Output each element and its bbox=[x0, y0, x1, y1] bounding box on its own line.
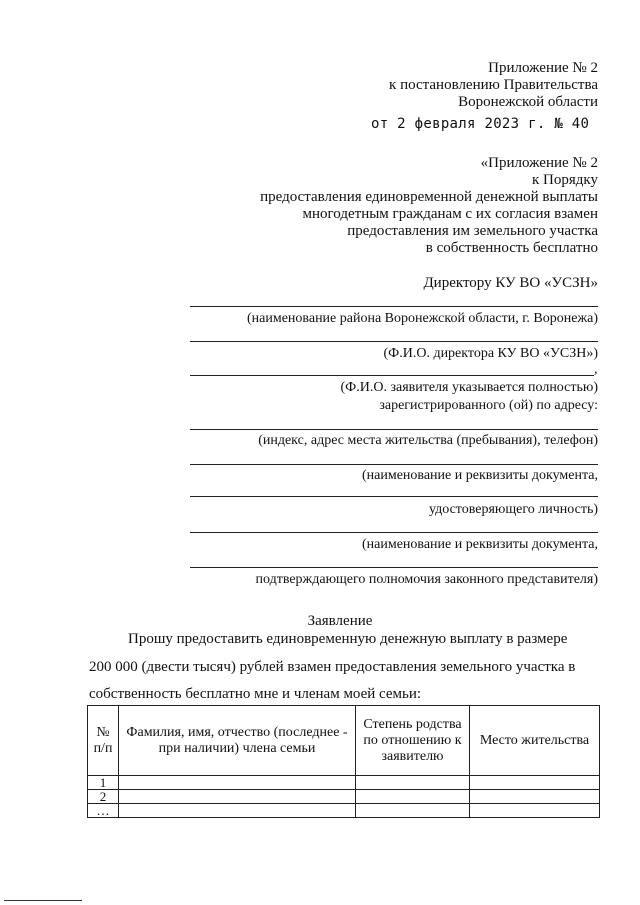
family-members-table bbox=[87, 705, 600, 818]
address-hint: (индекс, адрес места жительства (пребывания), телефон) bbox=[258, 433, 598, 448]
row-residence-cell[interactable] bbox=[470, 790, 600, 804]
rep-doc-blank-line-2 bbox=[190, 567, 598, 568]
row-number: 2 bbox=[88, 790, 119, 804]
id-doc-hint: (наименование и реквизиты документа, bbox=[361, 468, 598, 483]
id-doc-hint-2: удостоверяющего личность) bbox=[428, 502, 598, 517]
appendix-region: Воронежской области bbox=[458, 94, 598, 110]
registered-label: зарегистрированного (ой) по адресу: bbox=[379, 398, 598, 413]
appendix-number: Приложение № 2 bbox=[488, 60, 598, 76]
table-row bbox=[88, 776, 600, 790]
procedure-title-2: многодетным гражданам с их согласия взамен bbox=[302, 206, 598, 222]
statement-line-1: Прошу предоставить единовременную денежную выплату в размере bbox=[128, 631, 568, 647]
procedure-appendix-number: «Приложение № 2 bbox=[480, 155, 598, 171]
row-number: … bbox=[88, 804, 119, 818]
row-relation-cell[interactable] bbox=[356, 776, 470, 790]
col-header-number: № п/п bbox=[88, 706, 119, 776]
rep-doc-blank-line bbox=[190, 532, 598, 533]
appendix-resolution: к постановлению Правительства bbox=[389, 77, 598, 93]
row-residence-cell[interactable] bbox=[470, 804, 600, 818]
col-header-name: Фамилия, имя, отчество (последнее - при наличии) члена семьи bbox=[119, 706, 356, 776]
addressee-to: Директору КУ ВО «УСЗН» bbox=[423, 275, 598, 291]
row-name-cell[interactable] bbox=[119, 804, 356, 818]
applicant-blank-line bbox=[190, 375, 594, 376]
district-hint: (наименование района Воронежской области, г. Воронежа) bbox=[247, 311, 598, 326]
row-relation-cell[interactable] bbox=[356, 790, 470, 804]
procedure-title-3: предоставления им земельного участка bbox=[347, 223, 598, 239]
procedure-title-1: предоставления единовременной денежной выплаты bbox=[260, 189, 598, 205]
id-doc-blank-line bbox=[190, 464, 598, 465]
procedure-ref: к Порядку bbox=[532, 172, 598, 188]
procedure-title-4: в собственность бесплатно bbox=[425, 240, 598, 256]
director-blank-line bbox=[190, 341, 598, 342]
rep-doc-hint: (наименование и реквизиты документа, bbox=[361, 537, 598, 552]
row-name-cell[interactable] bbox=[119, 776, 356, 790]
appendix-header bbox=[298, 60, 598, 111]
statement-title: Заявление bbox=[307, 613, 373, 629]
table-row bbox=[88, 790, 600, 804]
address-blank-line bbox=[190, 429, 598, 430]
table-row bbox=[88, 804, 600, 818]
procedure-appendix bbox=[178, 155, 598, 257]
row-name-cell[interactable] bbox=[119, 790, 356, 804]
statement-line-2: 200 000 (двести тысяч) рублей взамен предоставления земельного участка в bbox=[89, 659, 576, 675]
applicant-hint: (Ф.И.О. заявителя указывается полностью) bbox=[340, 380, 598, 395]
id-doc-blank-line-2 bbox=[190, 496, 598, 497]
col-header-residence: Место жительства bbox=[470, 706, 600, 776]
row-relation-cell[interactable] bbox=[356, 804, 470, 818]
col-header-relation: Степень родства по отношению к заявителю bbox=[356, 706, 470, 776]
row-number: 1 bbox=[88, 776, 119, 790]
applicant-comma: , bbox=[594, 362, 598, 377]
rep-doc-hint-2: подтверждающего полномочия законного представителя) bbox=[255, 572, 598, 587]
statement-line-3: собственность бесплатно мне и членам моей семьи: bbox=[89, 686, 422, 702]
director-hint: (Ф.И.О. директора КУ ВО «УСЗН») bbox=[383, 346, 598, 361]
district-blank-line bbox=[190, 306, 598, 307]
footnote-separator bbox=[4, 900, 82, 901]
table-header-row bbox=[88, 706, 600, 776]
row-residence-cell[interactable] bbox=[470, 776, 600, 790]
appendix-date: от 2 февраля 2023 г. № 40 bbox=[371, 116, 590, 132]
